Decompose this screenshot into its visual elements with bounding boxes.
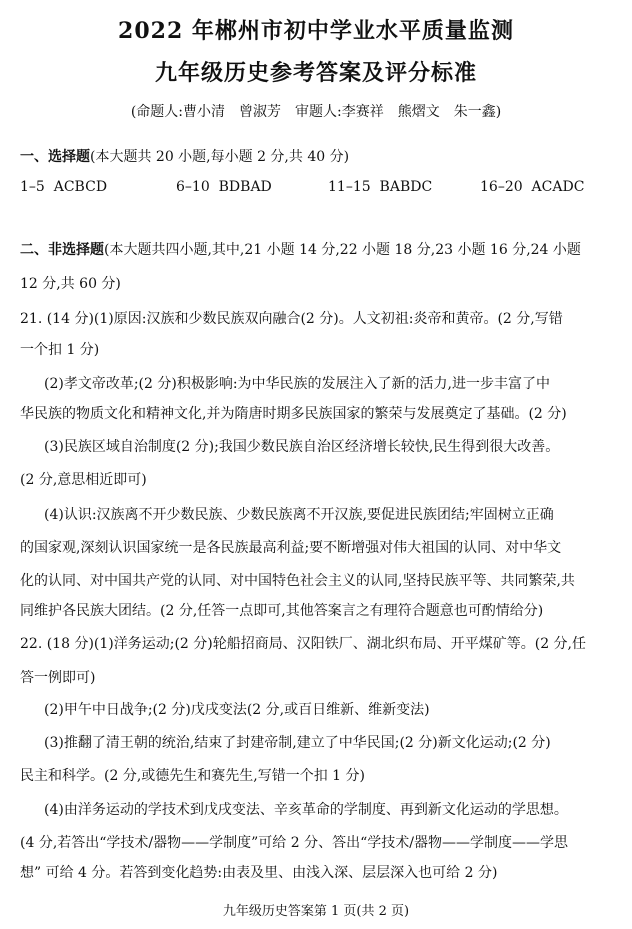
answer-line: (3)民族区域自治制度(2 分);我国少数民族自治区经济增长较快,民生得到很大改善。 <box>44 439 560 455</box>
section1-heading-line <box>20 147 614 167</box>
document-subtitle: 九年级历史参考答案及评分标准 <box>154 60 477 86</box>
answer-line: (3)推翻了清王朝的统治,结束了封建帝制,建立了中华民国;(2 分)新文化运动;(2 分) <box>44 735 551 751</box>
section2-heading: 二、非选择题 <box>20 242 104 258</box>
document-title: 2022 年郴州市初中学业水平质量监测 <box>118 18 514 44</box>
mc-group-1 <box>20 179 107 195</box>
answer-line: 22. (18 分)(1)洋务运动;(2 分)轮船招商局、汉阳铁厂、湖北织布局、开平煤矿等。(2 分,任 <box>20 636 587 652</box>
section1-heading: 一、选择题 <box>20 149 90 165</box>
mc-group-2 <box>176 179 272 195</box>
answer-line: (4 分,若答出“学技术/器物——学制度”可给 2 分、答出“学技术/器物——学制度——学思 <box>20 835 568 851</box>
mc-range: 1–5 <box>20 179 45 195</box>
mc-group-3 <box>328 179 432 195</box>
mc-range: 16–20 <box>480 179 523 195</box>
answer-line: (4)认识:汉族离不开少数民族、少数民族离不开汉族,要促进民族团结;牢固树立正确 <box>44 507 554 523</box>
answer-line: 化的认同、对中国共产党的认同、对中国特色社会主义的认同,坚持民族平等、共同繁荣,共 <box>20 573 575 589</box>
answer-line: 华民族的物质文化和精神文化,并为隋唐时期多民族国家的繁荣与发展奠定了基础。(2 分) <box>20 406 567 422</box>
answer-line: 民主和科学。(2 分,或德先生和赛先生,写错一个扣 1 分) <box>20 768 365 784</box>
section1-note: (本大题共 20 小题,每小题 2 分,共 40 分) <box>90 149 350 165</box>
mc-keys: BABDC <box>379 179 433 195</box>
mc-group-4 <box>480 179 584 195</box>
section2-heading-line <box>20 240 614 260</box>
answer-line: (4)由洋务运动的学技术到戊戌变法、辛亥革命的学制度、再到新文化运动的学思想。 <box>44 802 568 818</box>
answer-line: (2)孝文帝改革;(2 分)积极影响:为中华民族的发展注入了新的活力,进一步丰富了中 <box>44 376 550 392</box>
page-footer: 九年级历史答案第 1 页(共 2 页) <box>222 904 410 919</box>
mc-keys: BDBAD <box>218 179 272 195</box>
answer-line: 想” 可给 4 分。若答到变化趋势:由表及里、由浅入深、层层深入也可给 2 分) <box>20 865 498 881</box>
answer-line: 同维护各民族大团结。(2 分,任答一点即可,其他答案言之有理符合题意也可酌情给分) <box>20 603 544 619</box>
answer-line: (2)甲午中日战争;(2 分)戊戌变法(2 分,或百日维新、维新变法) <box>44 702 430 718</box>
mc-range: 6–10 <box>176 179 210 195</box>
mc-keys: ACBCD <box>53 179 108 195</box>
mc-range: 11–15 <box>328 179 371 195</box>
answer-line: 的国家观,深刻认识国家统一是各民族最高利益;要不断增强对伟大祖国的认同、对中华文 <box>20 540 562 556</box>
answer-line: 答一例即可) <box>20 670 96 686</box>
answer-line: 21. (14 分)(1)原因:汉族和少数民族双向融合(2 分)。人文初祖:炎帝和黄帝。(2 分,写错 <box>20 311 563 327</box>
authors-line: (命题人:曹小清 曾淑芳 审题人:李赛祥 熊熠文 朱一鑫) <box>130 104 502 120</box>
answer-line: (2 分,意思相近即可) <box>20 472 147 488</box>
section2-note: (本大题共四小题,其中,21 小题 14 分,22 小题 18 分,23 小题 16 分,24 小题 <box>104 242 581 258</box>
answer-line: 一个扣 1 分) <box>20 342 100 358</box>
mc-keys: ACADC <box>531 179 585 195</box>
section2-note-cont: 12 分,共 60 分) <box>20 276 121 292</box>
